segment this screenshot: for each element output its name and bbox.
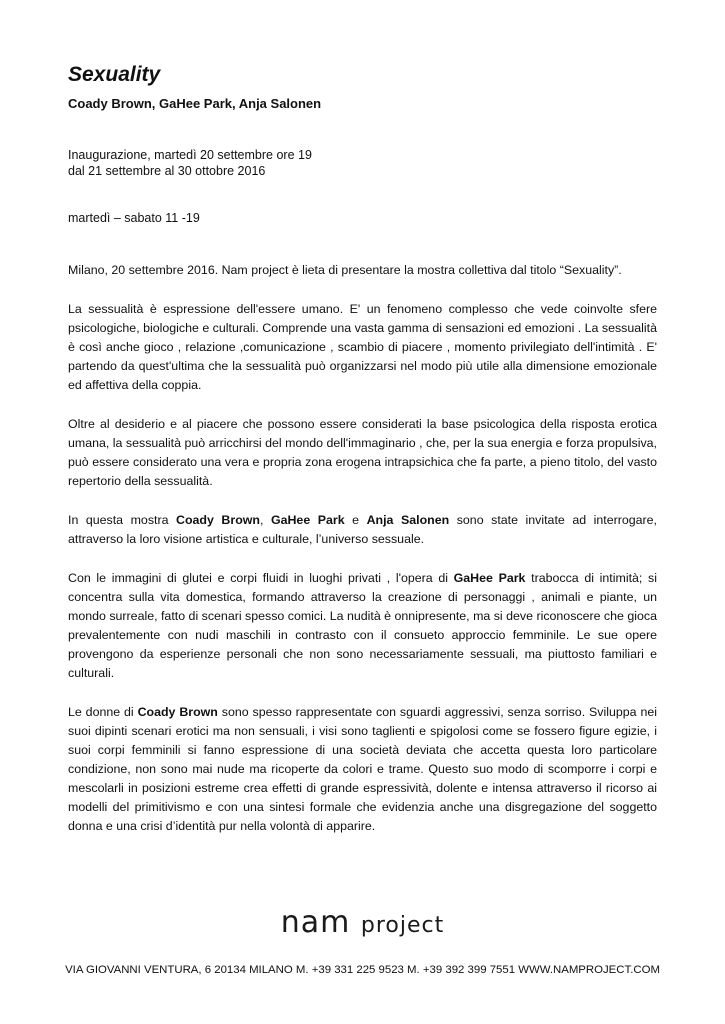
artist-name-gahee-park: GaHee Park bbox=[270, 513, 345, 527]
logo-word-nam: nam bbox=[280, 905, 351, 940]
paragraph-3 bbox=[68, 511, 657, 549]
paragraph-5 bbox=[68, 703, 657, 836]
paragraph-3-text: e bbox=[344, 513, 367, 527]
hours-line: martedì – sabato 11 -19 bbox=[68, 211, 200, 225]
paragraph-4 bbox=[68, 569, 657, 683]
paragraph-4-text: trabocca di intimità; si concentra sulla vita domestica, formando attraverso la creazione di personaggi , animali e piante, un mondo surreale, fatto di scenari spesso comici. La nudità è onnipresente, ma si deve riconoscere che gioca prevalentemente con nudi maschili in contrasto con il consueto approccio femminile. Le sue opere provengono da esperienze personali che non sono necessariamente sessuali, ma piuttosto familiari e culturali. bbox=[68, 571, 657, 680]
paragraph-4-text: Con le immagini di glutei e corpi fluidi in luoghi privati , l'opera di bbox=[68, 571, 454, 585]
nam-project-logo bbox=[0, 905, 725, 944]
intro-paragraph: Milano, 20 settembre 2016. Nam project è lieta di presentare la mostra collettiva dal titolo “Sexuality”. bbox=[68, 263, 622, 277]
artist-name-coady-brown: Coady Brown bbox=[137, 705, 218, 719]
artist-name-anja-salonen: Anja Salonen bbox=[366, 513, 450, 527]
paragraph-1: La sessualità è espressione dell'essere umano. E' un fenomeno complesso che vede coinvolte sfere psicologiche, biologiche e culturali. Comprende una vasta gamma di sensazioni ed emozioni . La sessualità è così anche gioco , relazione ,comunicazione , scambio di piacere , momento privilegiato dell'intimità . E' partendo da quest'ultima che la sessualità può organizzarsi nel modo più utile alla dimensione emozionale ed affettiva della coppia. bbox=[68, 302, 657, 392]
footer-address: VIA GIOVANNI VENTURA, 6 20134 MILANO M. +39 331 225 9523 M. +39 392 399 7551 WWW.NAMPROJECT.COM bbox=[65, 964, 660, 976]
artists-line: Coady Brown, GaHee Park, Anja Salonen bbox=[68, 96, 322, 111]
paragraph-2: Oltre al desiderio e al piacere che possono essere considerati la base psicologica della risposta erotica umana, la sessualità può arricchirsi del mondo dell'immaginario , che, per la sua energia e forza propulsiva, può essere considerato una vera e propria zona erogena intrapsichica che fa parte, a pieno titolo, del vasto repertorio della sessualità. bbox=[68, 417, 657, 488]
paragraph-3-text: In questa mostra bbox=[68, 513, 177, 527]
body-text bbox=[68, 261, 657, 856]
exhibition-title: Sexuality bbox=[68, 63, 161, 86]
paragraph-5-text: sono spesso rappresentate con sguardi aggressivi, senza sorriso. Sviluppa nei suoi dipinti scenari erotici ma non sensuali, i visi sono taglienti e spigolosi come se fossero figure egizie, i suoi corpi femminili si fanno espressione di una società deviata che accetta questa loro particolare condizione, non sono mai nude ma ricoperte da colori e trame. Questo suo modo di scomporre i corpi e mescolarli in posizioni estreme crea effetti di grande espressività, dolente e intensa attraverso il ricorso ai modelli del primitivismo e con una sintesi formale che evidenzia anche una disgregazione del soggetto donna e una crisi d’identità pur nella volontà di apparire. bbox=[68, 705, 657, 833]
dates-line: dal 21 settembre al 30 ottobre 2016 bbox=[68, 164, 266, 178]
opening-line: Inaugurazione, martedì 20 settembre ore 19 bbox=[68, 148, 312, 162]
artist-name-gahee-park: GaHee Park bbox=[453, 571, 526, 585]
logo-word-project: project bbox=[360, 913, 445, 938]
artist-name-coady-brown: Coady Brown bbox=[176, 513, 260, 527]
paragraph-3-text: sono state invitate ad interrogare, attraverso la loro visione artistica e culturale, l’universo sessuale. bbox=[68, 513, 657, 546]
paragraph-5-text: Le donne di bbox=[68, 705, 138, 719]
paragraph-3-text: , bbox=[259, 513, 271, 527]
